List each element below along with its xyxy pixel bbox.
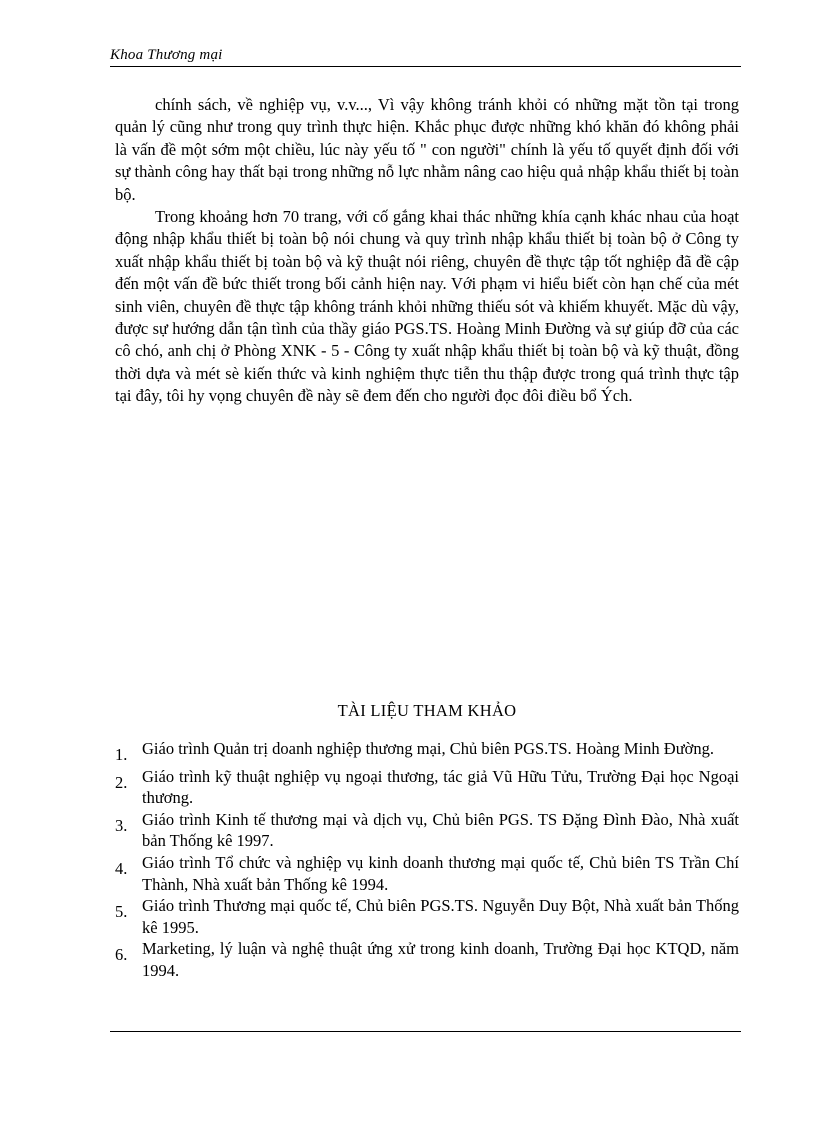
reference-item: [115, 852, 739, 895]
reference-number: 6.: [115, 945, 128, 965]
page-header: [110, 46, 741, 67]
reference-text: Giáo trình kỹ thuật nghiệp vụ ngoại thương, tác giả Vũ Hữu Tửu, Trường Đại học Ngoại thương.: [142, 766, 739, 808]
reference-number: 4.: [115, 858, 128, 878]
reference-item: [115, 938, 739, 981]
reference-number: 2.: [115, 772, 128, 792]
body-paragraph: Trong khoảng hơn 70 trang, với cố gắng khai thác những khía cạnh khác nhau của hoạt động nhập khẩu thiết bị toàn bộ nói chung và quy trình nhập khẩu thiết bị toàn bộ ở Công ty xuất nhập khẩu thiết bị toàn bộ và kỹ thuật nói riêng, chuyên đề thực tập tốt nghiệp đã đề cập đến một vấn đề bức thiết trong bối cảnh hiện nay. Với phạm vi hiểu biết còn hạn chế của mét sinh viên, chuyên đề thực tập không tránh khỏi những thiếu sót và khiếm khuyết. Mặc dù vậy, được sự hướng dẫn tận tình của thầy giáo PGS.TS. Hoàng Minh Đường và sự giúp đỡ của các cô chó, anh chị ở Phòng XNK - 5 - Công ty xuất nhập khẩu thiết bị toàn bộ và kỹ thuật, đồng thời dựa và mét sè kiến thức và kinh nghiệm thực tiễn thu thập được trong quá trình thực tập tại đây, tôi hy vọng chuyên đề này sẽ đem đến cho người đọc đôi điều bổ Ých.: [115, 207, 739, 406]
reference-number: 3.: [115, 815, 128, 835]
reference-text: Giáo trình Kinh tế thương mại và dịch vụ, Chủ biên PGS. TS Đặng Đình Đào, Nhà xuất bản Thống kê 1997.: [142, 809, 739, 851]
reference-number: 1.: [115, 745, 128, 764]
body-text: [115, 94, 739, 408]
header-title: Khoa Thương mại: [110, 47, 223, 63]
reference-item: [115, 895, 739, 938]
body-paragraph: chính sách, về nghiệp vụ, v.v..., Vì vậy không tránh khỏi có những mặt tồn tại trong quản lý cũng như trong quy trình thực hiện. Khắc phục được những khó khăn đó không phải là vấn đề một sớm một chiều, lúc này yếu tố " con người" chính là yếu tố quyết định đối với sự thành công hay thất bại trong những nỗ lực nhằm nâng cao hiệu quả nhập khẩu thiết bị toàn bộ.: [115, 95, 739, 204]
reference-item: [115, 766, 739, 809]
reference-text: Giáo trình Quản trị doanh nghiệp thương mại, Chủ biên PGS.TS. Hoàng Minh Đường.: [142, 739, 715, 758]
reference-item: [115, 738, 739, 766]
reference-text: Marketing, lý luận và nghệ thuật ứng xử trong kinh doanh, Trường Đại học KTQD, năm 1994.: [142, 939, 739, 980]
reference-text: Giáo trình Thương mại quốc tế, Chủ biên PGS.TS. Nguyễn Duy Bột, Nhà xuất bản Thống kê 1995.: [142, 896, 739, 937]
references-title: TÀI LIỆU THAM KHẢO: [337, 701, 517, 720]
footer-divider: [110, 1031, 741, 1032]
references-list: [115, 738, 739, 982]
reference-number: 5.: [115, 902, 128, 922]
reference-text: Giáo trình Tổ chức và nghiệp vụ kinh doanh thương mại quốc tế, Chủ biên TS Trần Chí Thành, Nhà xuất bản Thống kê 1994.: [142, 852, 739, 894]
reference-item: [115, 809, 739, 852]
